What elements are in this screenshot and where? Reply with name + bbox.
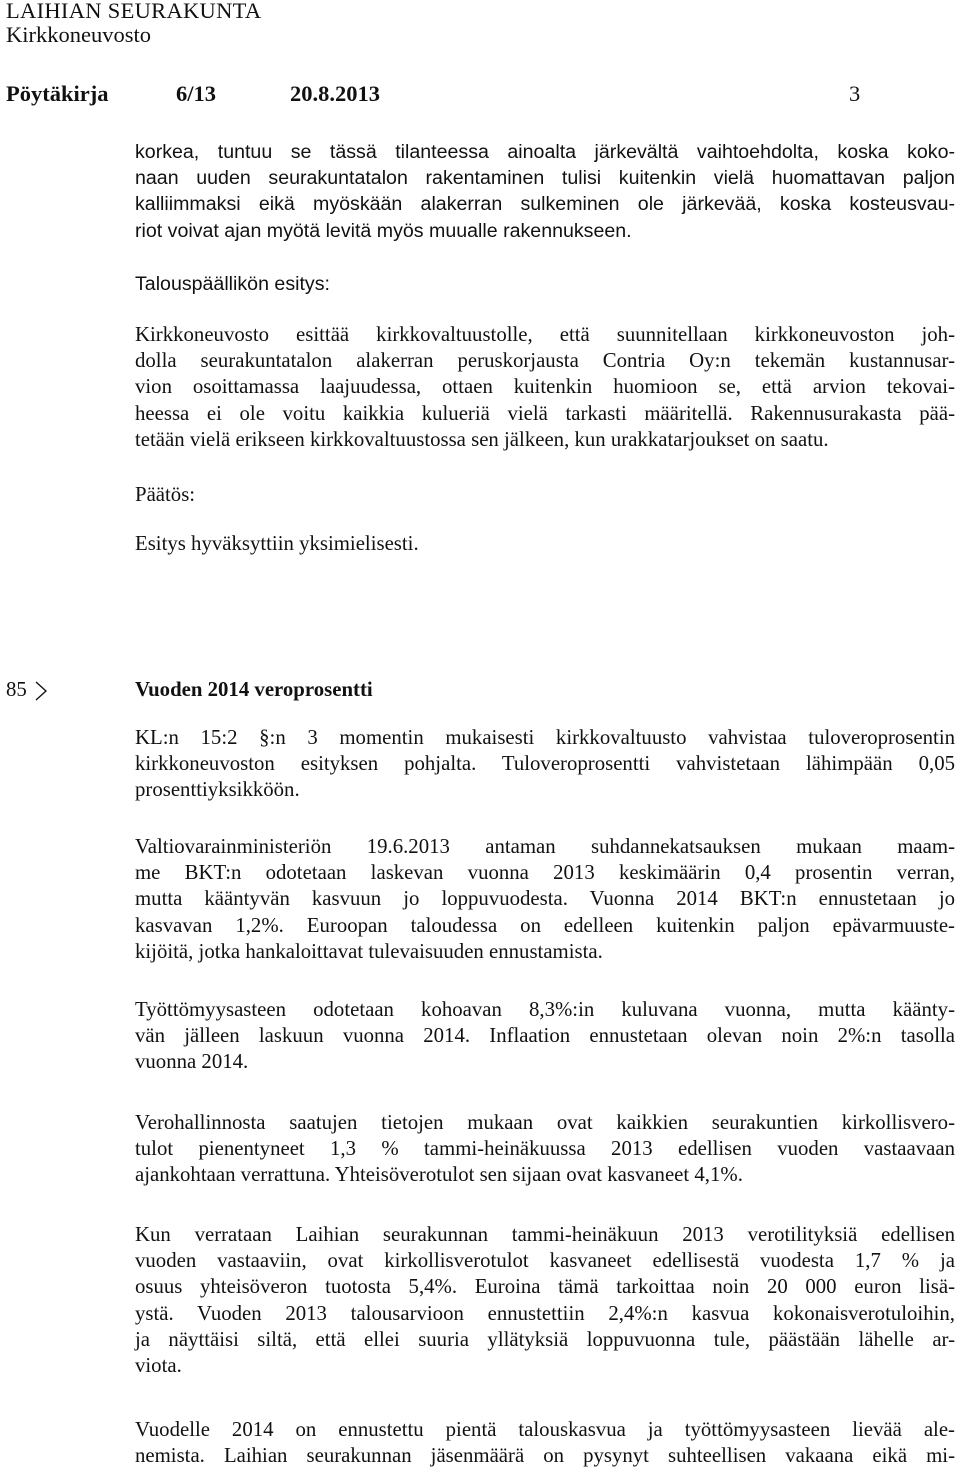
text-line: kasvavan 1,2%. Euroopan taloudessa on edelleen kuitenkin paljon epävarmuuste-: [135, 913, 955, 937]
text-line: KL:n 15:2 §:n 3 momentin mukaisesti kirkkovaltuusto vahvistaa tuloveroprosentin: [135, 726, 955, 749]
organization-name: LAIHIAN SEURAKUNTA: [6, 0, 262, 23]
text-line: ja näyttäisi siltä, että ellei suuria yllätyksiä loppuvuonna tule, päästään lähelle ar-: [135, 1327, 955, 1351]
text-line: prosenttiyksikköön.: [135, 778, 300, 802]
governing-body: Kirkkoneuvosto: [6, 22, 151, 47]
text-line: dolla seurakuntatalon alakerran peruskorjausta Contria Oy:n tekemän kustannusar-: [135, 349, 955, 373]
text-line: vän jälleen laskuun vuonna 2014. Inflaation ennustetaan olevan noin 2%:n tasolla: [135, 1024, 955, 1048]
text-line: kirkkoneuvoston esityksen pohjalta. Tuloveroprosentti vahvistetaan lähimpään 0,05: [135, 752, 955, 776]
text-line: korkea, tuntuu se tässä tilanteessa ainoalta järkevältä vaihtoehdolta, koska koko-: [135, 141, 955, 163]
text-line: osuus yhteisöveron tuotosta 5,4%. Euroina tämä tarkoittaa noin 20 000 euron lisä-: [135, 1275, 955, 1299]
text-line: Kun verrataan Laihian seurakunnan tammi-heinäkuun 2013 verotilityksiä edellisen: [135, 1223, 955, 1246]
text-line: vuonna 2014.: [135, 1050, 249, 1074]
text-line: kijöitä, jotka hankaloittavat tulevaisuuden ennustamista.: [135, 939, 603, 963]
section-paragraph: [135, 834, 955, 965]
text-line: ajankohtaan verrattuna. Yhteisöverotulot sen sijaan ovat kasvaneet 4,1%.: [135, 1163, 743, 1187]
text-line: tetään vielä erikseen kirkkovaltuustossa sen jälkeen, kun urakkatarjoukset on saatu.: [135, 427, 829, 451]
text-line: me BKT:n odotetaan laskevan vuonna 2013 keskimäärin 0,4 prosentin verran,: [135, 861, 955, 885]
proposal-paragraph: [135, 322, 955, 453]
decision-text: Esitys hyväksyttiin yksimielisesti.: [135, 532, 419, 555]
section-paragraph: [135, 1222, 955, 1379]
text-line: viota.: [135, 1354, 182, 1378]
text-line: naan uuden seurakuntatalon rakentaminen tulisi kuitenkin vielä huomattavan paljon: [135, 167, 955, 190]
chevron-right-icon: [35, 681, 47, 701]
text-line: riot voivat ajan myötä levitä myös muualle rakennukseen.: [135, 219, 632, 242]
page-number: 3: [849, 81, 861, 106]
text-line: Vuodelle 2014 on ennustettu pientä talouskasvua ja työttömyysasteen lievää ale-: [135, 1418, 955, 1441]
section-title: Vuoden 2014 veroprosentti: [135, 678, 373, 701]
section-paragraph: [135, 1417, 955, 1469]
text-line: nemista. Laihian seurakunnan jäsenmäärä on pysynyt suhteellisen vakaana eikä mi-: [135, 1444, 955, 1468]
text-line: vuoden vastaaviin, ovat kirkollisverotulot kasvaneet edellisestä vuodesta 1,7 % ja: [135, 1249, 955, 1273]
section-number: 85: [6, 678, 27, 701]
text-line: Verohallinnosta saatujen tietojen mukaan ovat kaikkien seurakuntien kirkollisvero-: [135, 1111, 955, 1134]
section-paragraph: [135, 725, 955, 804]
section-paragraph: [135, 1110, 955, 1189]
text-line: tulot pienentyneet 1,3 % tammi-heinäkuussa 2013 edellisen vuoden vastaavaan: [135, 1137, 955, 1161]
text-line: heessa ei ole voitu kaikkia kulueriä vielä tarkasti määritellä. Rakennusurakasta pää-: [135, 401, 955, 425]
text-line: Kirkkoneuvosto esittää kirkkovaltuustolle, että suunnitellaan kirkkoneuvoston joh-: [135, 323, 955, 346]
proposal-label: Talouspäällikön esitys:: [135, 273, 330, 295]
text-line: kalliimmaksi eikä myöskään alakerran sulkeminen ole järkevää, koska kosteusvau-: [135, 193, 955, 216]
text-line: ystä. Vuoden 2013 talousarvioon ennustettiin 2,4%:n kasvua kokonaisverotuloihin,: [135, 1301, 955, 1325]
decision-label: Päätös:: [135, 483, 196, 506]
intro-paragraph: [135, 139, 955, 244]
meeting-date: 20.8.2013: [290, 81, 380, 106]
text-line: vion osoittamassa laajuudessa, ottaen kuitenkin huomioon se, että arvion tekovai-: [135, 375, 955, 399]
text-line: Valtiovarainministeriön 19.6.2013 antaman suhdannekatsauksen mukaan maam-: [135, 835, 955, 858]
meeting-number: 6/13: [176, 81, 217, 106]
text-line: Työttömyysasteen odotetaan kohoavan 8,3%:in kuluvana vuonna, mutta käänty-: [135, 998, 955, 1021]
text-line: mutta kääntyvän kasvuun jo loppuvuodesta. Vuonna 2014 BKT:n ennustetaan jo: [135, 887, 955, 911]
document-type: Pöytäkirja: [6, 81, 109, 106]
section-paragraph: [135, 997, 955, 1076]
